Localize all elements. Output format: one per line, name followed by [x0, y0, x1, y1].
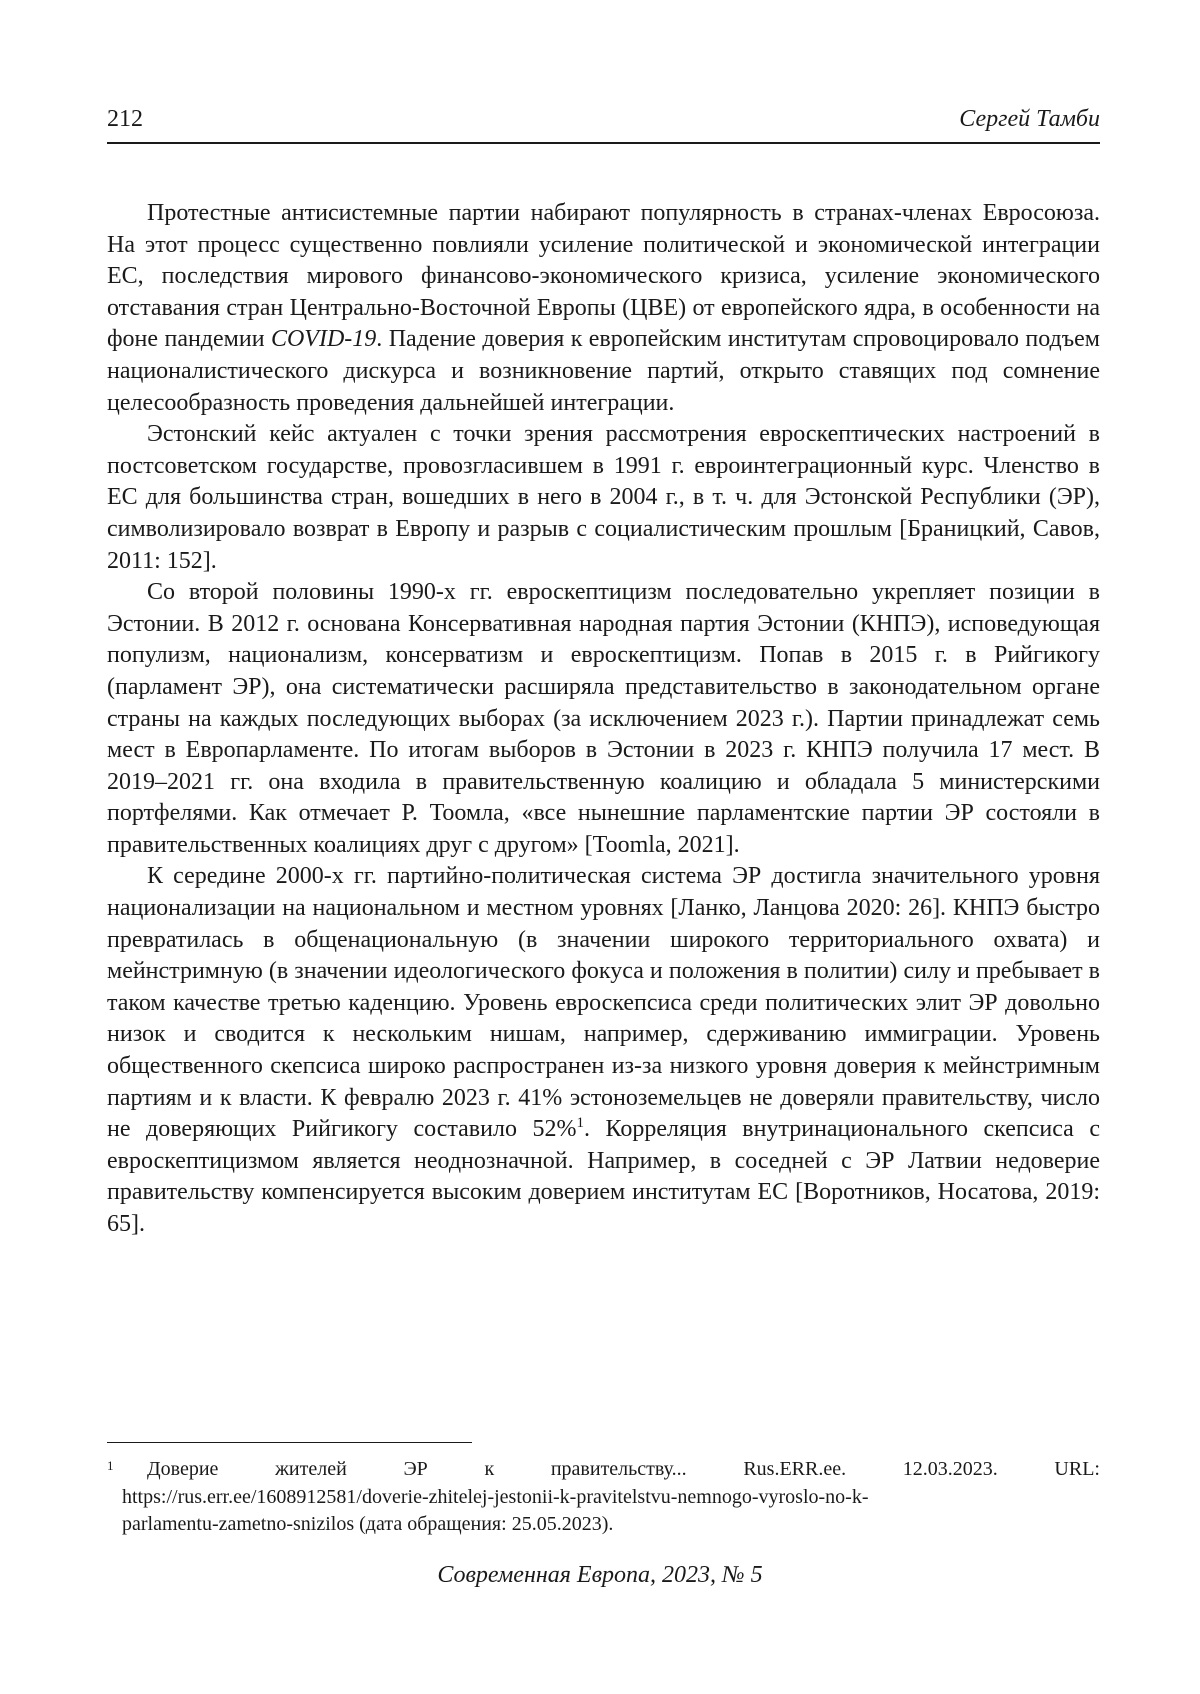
- running-author: Сергей Тамби: [959, 106, 1100, 132]
- running-header: [107, 104, 1100, 144]
- footnote-divider: [107, 1442, 472, 1443]
- journal-footer: Современная Европа, 2023, № 5: [437, 1562, 763, 1588]
- footnote-marker: 1: [107, 1458, 114, 1473]
- paragraph-1-italic: COVID-19: [270, 326, 377, 353]
- footnote-url[interactable]: https://rus.err.ee/1608912581/doverie-zhitelej-jestonii-k-pravitelstvu-nemnogo-vyroslo-no-k-: [122, 1485, 869, 1508]
- paragraph-1: [107, 198, 1100, 419]
- footnote-text: [122, 1456, 1100, 1539]
- footnote-line-1: Доверие жителей ЭР к правительству... Rus.ERR.ee. 12.03.2023. URL:: [147, 1458, 1100, 1480]
- page-number: 212: [107, 106, 143, 132]
- article-body: [107, 198, 1100, 1241]
- footnote-reference[interactable]: 1: [576, 1115, 584, 1132]
- paragraph-2: Эстонский кейс актуален с точки зрения рассмотрения евроскептических настроений в постсоветском государстве, провозгласившем в 1991 г. евроинтеграционный курс. Членство в ЕС для большинства стран, вошедших в него в 2004 г., в т. ч. для Эстонской Республики (ЭР), символизировало возврат в Европу и разрыв с социалистическим прошлым [Браницкий, Савов, 2011: 152].: [107, 421, 1100, 574]
- paragraph-1-text-after: . Падение доверия к европейским институтам спровоцировало подъем националистического дискурса и возникновение партий, открыто ставящих под сомнение целесообразность проведения дальнейшей интеграции.: [107, 326, 1100, 416]
- paragraph-1-text-before: Протестные антисистемные партии набирают популярность в странах-членах Евросоюза. На этот процесс существенно повлияли усиление политической и экономической интеграции ЕС, последствия мирового финансово-экономического кризиса, усиление экономического отставания стран Центрально-Восточной Европы (ЦВЕ) от европейского ядра, в особенности на фоне пандемии: [107, 200, 1100, 353]
- footnote: [107, 1456, 1100, 1539]
- paragraph-4: [107, 861, 1100, 1240]
- paragraph-4-text-after: . Корреляция внутринационального скепсиса с евроскептицизмом является неоднозначной. Например, в соседней с ЭР Латвии недоверие правительству компенсируется высоким доверием институтам ЕС [Воротников, Носатова, 2019: 65].: [107, 1116, 1100, 1237]
- footnote-line-3: parlamentu-zametno-snizilos (дата обращения: 25.05.2023).: [122, 1513, 614, 1535]
- paragraph-3: Со второй половины 1990-х гг. евроскептицизм последовательно укрепляет позиции в Эстонии. В 2012 г. основана Консервативная народная партия Эстонии (КНПЭ), исповедующая популизм, национализм, консерватизм и евроскептицизм. Попав в 2015 г. в Рийгикогу (парламент ЭР), она систематически расширяла представительство в законодательном органе страны на каждых последующих выборах (за исключением 2023 г.). Партии принадлежат семь мест в Европарламенте. По итогам выборов в Эстонии в 2023 г. КНПЭ получила 17 мест. В 2019–2021 гг. она входила в правительственную коалицию и обладала 5 министерскими портфелями. Как отмечает Р. Тоомла, «все нынешние парламентские партии ЭР состояли в правительственных коалициях друг с другом» [Toomla, 2021].: [107, 579, 1100, 858]
- paragraph-4-text-before: К середине 2000-х гг. партийно-политическая система ЭР достигла значительного уровня национализации на национальном и местном уровнях [Ланко, Ланцова 2020: 26]. КНПЭ быстро превратилась в общенациональную (в значении широкого территориального охвата) и мейнстримную (в значении идеологического фокуса и положения в политии) силу и пребывает в таком качестве третью каденцию. Уровень евроскепсиса среди политических элит ЭР довольно низок и сводится к нескольким нишам, например, сдерживанию иммиграции. Уровень общественного скепсиса широко распространен из-за низкого уровня доверия к мейнстримным партиям и к власти. К февралю 2023 г. 41% эстоноземельцев не доверяли правительству, число не доверяющих Рийгикогу составило 52%: [107, 863, 1100, 1143]
